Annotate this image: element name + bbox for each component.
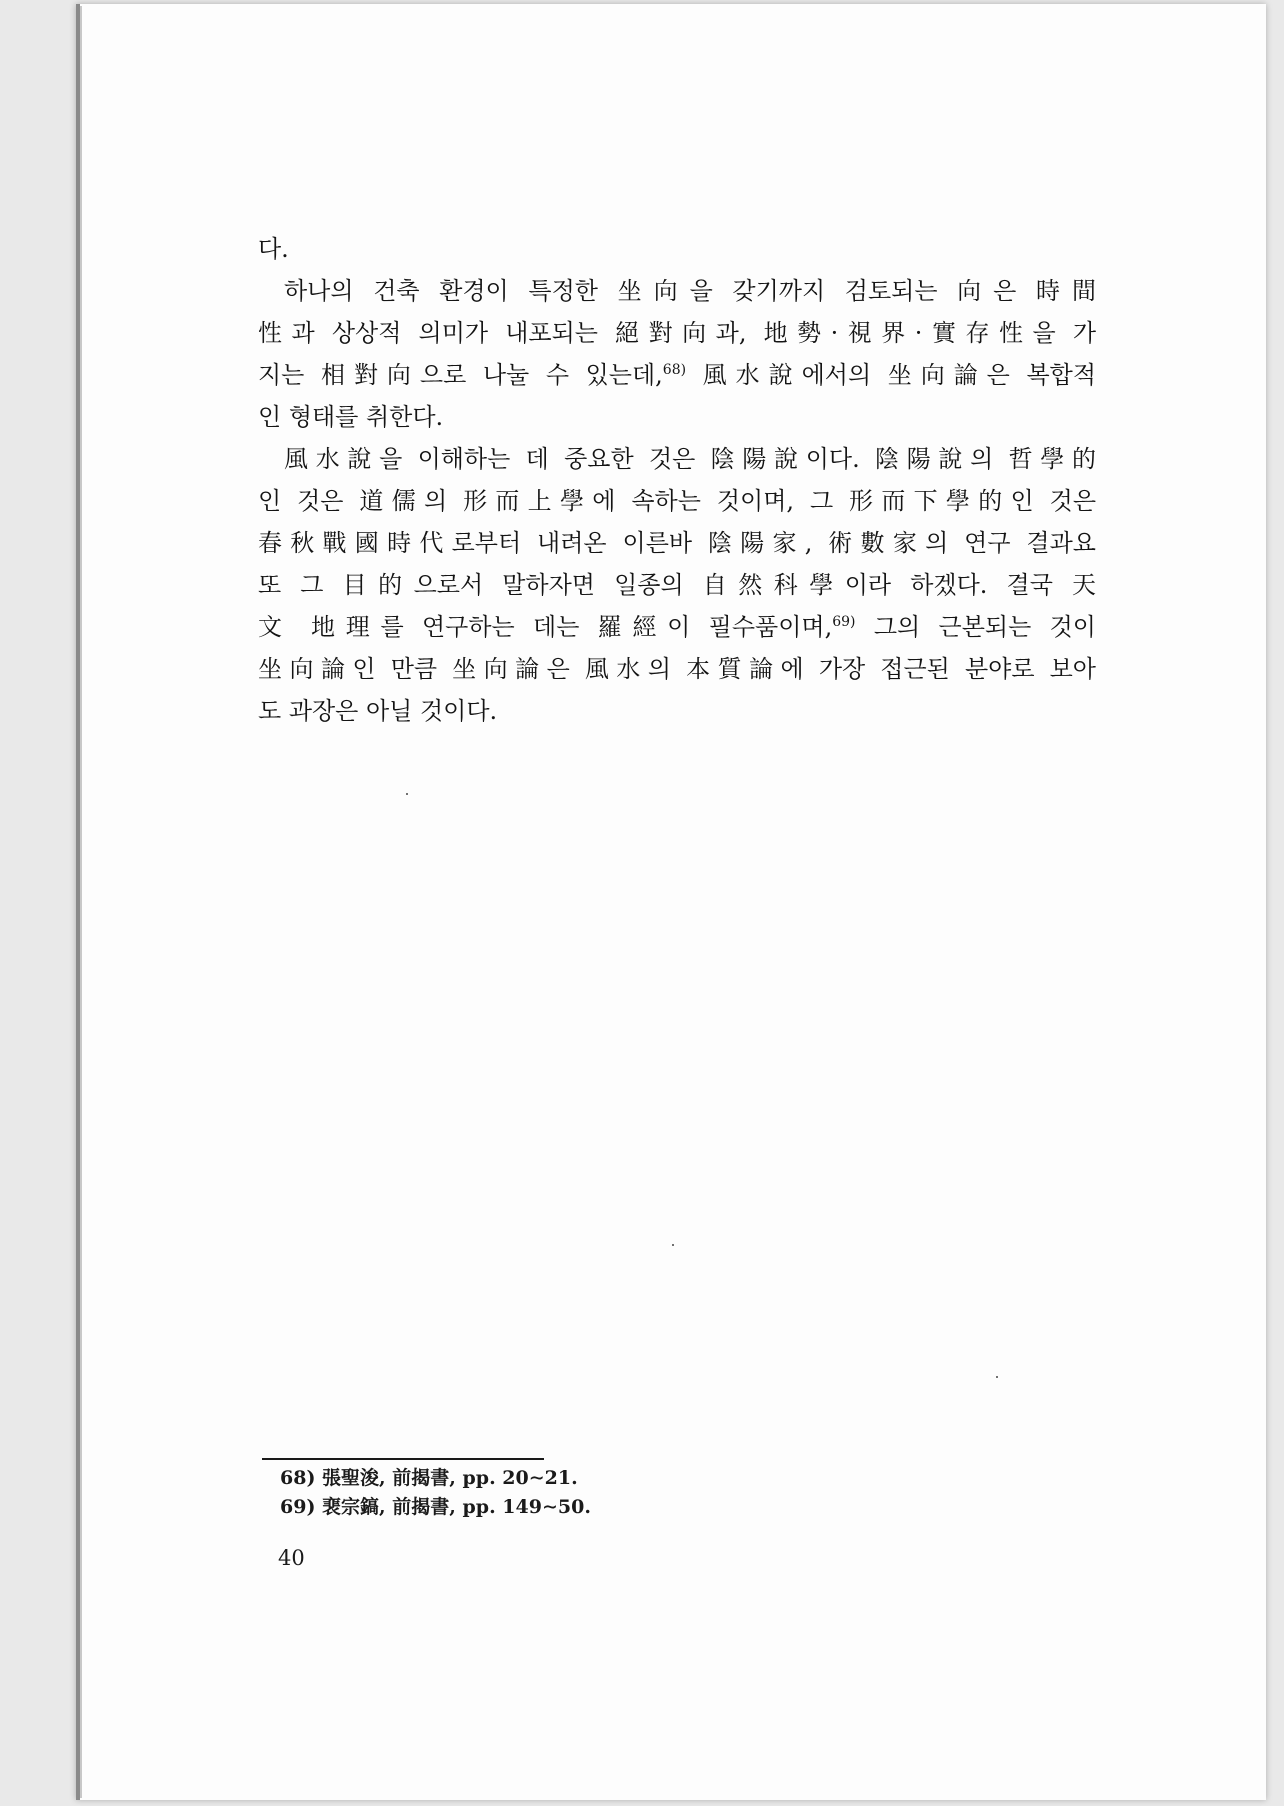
print-speck <box>996 1376 998 1378</box>
text-line-with-footnote-ref <box>258 606 1096 648</box>
text-segment: 지는 相對向으로 나눌 수 있는데, <box>258 361 663 389</box>
page-binding-shadow <box>80 6 82 1798</box>
text-line: 또 그 目的으로서 말하자면 일종의 自然科學이라 하겠다. 결국 天 <box>258 571 1096 599</box>
text-line: 坐向論인 만큼 坐向論은 風水의 本質論에 가장 접근된 분야로 보아 <box>258 655 1096 683</box>
text-line: 性과 상상적 의미가 내포되는 絕對向과, 地勢·視界·實存性을 가 <box>258 319 1096 347</box>
text-segment: 文 地理를 연구하는 데는 羅經이 필수품이며, <box>258 613 833 641</box>
footnotes <box>280 1464 591 1522</box>
page-number: 40 <box>278 1546 305 1570</box>
text-line: 도 과장은 아닐 것이다. <box>258 697 498 725</box>
footnote-ref: 68) <box>662 362 687 378</box>
print-speck <box>406 793 408 795</box>
footnote-68: 68) 張聖浚, 前揭書, pp. 20∼21. <box>280 1467 578 1489</box>
text-line: 하나의 건축 환경이 특정한 坐向을 갖기까지 검토되는 向은 時間 <box>284 277 1096 305</box>
text-segment: 그의 근본되는 것이 <box>855 613 1096 641</box>
text-line: 春秋戰國時代로부터 내려온 이른바 陰陽家, 術數家의 연구 결과요 <box>258 529 1096 557</box>
body-text <box>258 228 1096 732</box>
text-segment: 風水說에서의 坐向論은 복합적 <box>686 361 1096 389</box>
footnote-divider <box>262 1458 544 1460</box>
text-line: 風水說을 이해하는 데 중요한 것은 陰陽說이다. 陰陽說의 哲學的 <box>284 445 1096 473</box>
text-line-with-footnote-ref <box>258 354 1096 396</box>
footnote-ref: 69) <box>832 614 856 630</box>
footnote-69: 69) 裵宗鎬, 前揭書, pp. 149∼50. <box>280 1496 591 1518</box>
text-line: 다. <box>258 235 289 263</box>
text-line: 인 형태를 취한다. <box>258 403 444 431</box>
text-line: 인 것은 道儒의 形而上學에 속하는 것이며, 그 形而下學的인 것은 <box>258 487 1096 515</box>
print-speck <box>672 1244 674 1246</box>
